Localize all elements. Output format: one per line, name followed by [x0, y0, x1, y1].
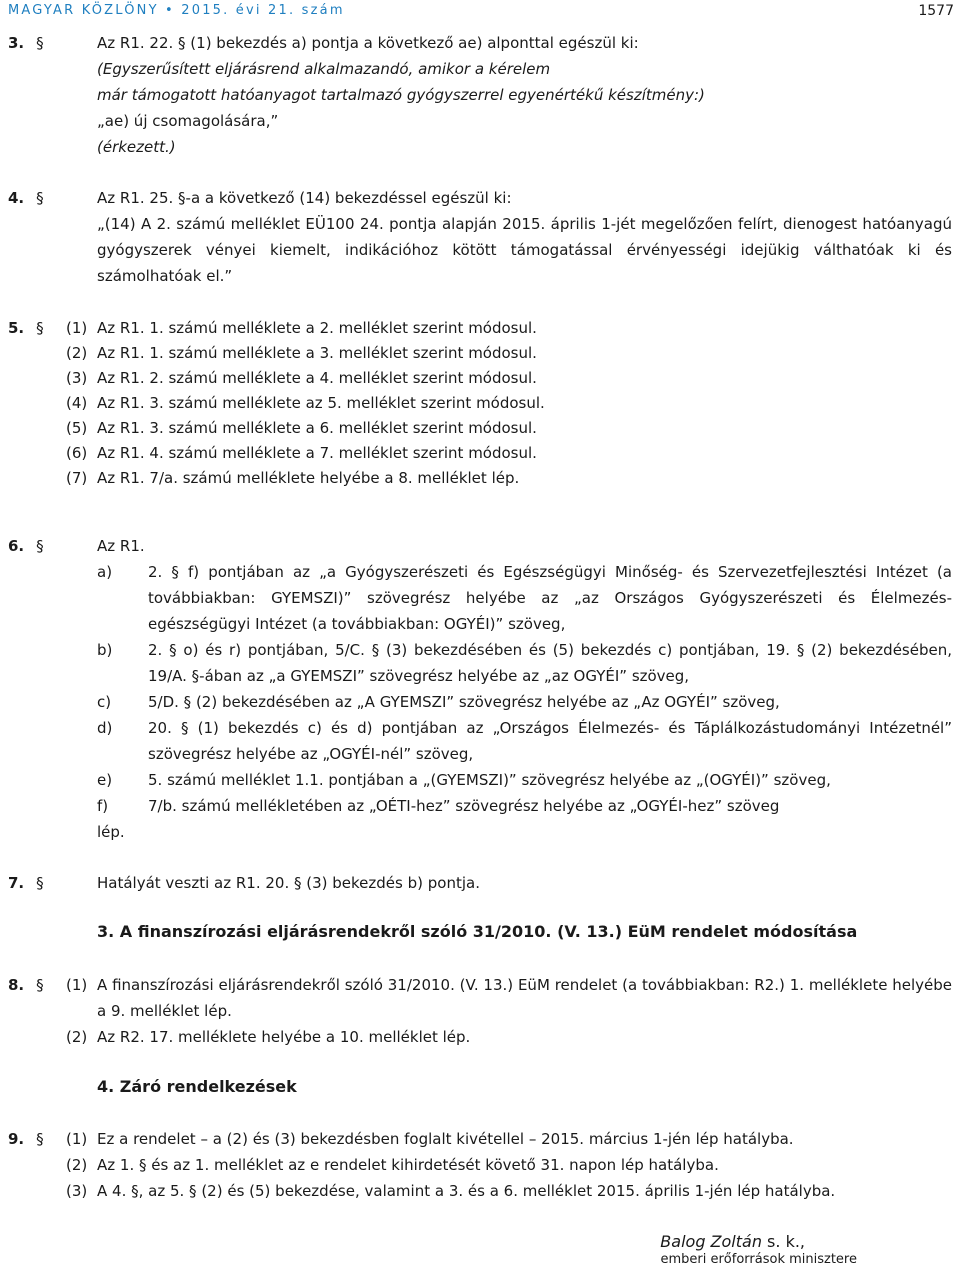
subsection-number: (1)	[66, 976, 88, 994]
subsection-number: (2)	[66, 344, 88, 362]
point-label: a)	[97, 563, 113, 581]
section-8-number: 8. §	[8, 976, 44, 994]
point-text: 20. § (1) bekezdés c) és d) pontjában az „Országos Élelmezés- és Táplálkozástudományi Intézetnél” szövegrész helyébe az „OGYÉI-nél” szöveg,	[148, 719, 952, 763]
section-6-outro: lép.	[97, 823, 125, 841]
subsection-number: (7)	[66, 469, 88, 487]
subsection-text: Az R1. 3. számú melléklete az 5. melléklet szerint módosul.	[97, 394, 545, 412]
subsection-text: Az R2. 17. melléklete helyébe a 10. melléklet lép.	[97, 1028, 471, 1046]
point-label: c)	[97, 693, 112, 711]
signatory-name: Balog Zoltán s. k.,	[660, 1232, 805, 1251]
subsection-text: A 4. §, az 5. § (2) és (5) bekezdése, valamint a 3. és a 6. melléklet 2015. április 1-jén lép hatályba.	[97, 1182, 836, 1200]
point-text: 2. § f) pontjában az „a Gyógyszerészeti és Egészségügyi Minőség- és Szervezetfejlesztési Intézet (a továbbiakban: GYEMSZI)” szövegrész helyébe az „az Országos Gyógyszerészeti és Élelmezés-egészségügyi Intézet (a továbbiakban: OGYÉI)” szöveg,	[148, 563, 952, 633]
subsection-number: (6)	[66, 444, 88, 462]
section-6-intro: Az R1.	[97, 537, 145, 555]
section-3-line1: Az R1. 22. § (1) bekezdés a) pontja a következő ae) alponttal egészül ki:	[97, 34, 639, 52]
section-9-number: 9. §	[8, 1130, 44, 1148]
point-label: e)	[97, 771, 113, 789]
point-label: f)	[97, 797, 109, 815]
point-text: 2. § o) és r) pontjában, 5/C. § (3) bekezdésében és (5) bekezdés c) pontjában, 19. § (2) bekezdésében, 19/A. §-ában az „a GYEMSZI” szövegrész helyébe az „az OGYÉI” szöveg,	[148, 641, 952, 685]
subsection-number: (2)	[66, 1028, 88, 1046]
section-3-line5: (érkezett.)	[97, 138, 176, 156]
subsection-text: Az R1. 2. számú melléklete a 4. melléklet szerint módosul.	[97, 369, 537, 387]
point-text: 7/b. számú mellékletében az „OÉTI-hez” szövegrész helyébe az „OGYÉI-hez” szöveg	[148, 797, 780, 815]
subsection-text: Az R1. 4. számú melléklete a 7. melléklet szerint módosul.	[97, 444, 537, 462]
section-4-paragraph: „(14) A 2. számú melléklet EÜ100 24. pontja alapján 2015. április 1-jét megelőzően felírt, dienogest hatóanyagú gyógyszerek vényei kiemelt, indikációhoz kötött támogatással érvényességi idejükig válthatóak ki és számolhatóak el.”	[97, 215, 952, 285]
subsection-number: (1)	[66, 1130, 88, 1148]
point-text: 5/D. § (2) bekezdésében az „A GYEMSZI” szövegrész helyébe az „Az OGYÉI” szöveg,	[148, 693, 780, 711]
section-4-number: 4. §	[8, 189, 44, 207]
journal-header: MAGYAR KÖZLÖNY • 2015. évi 21. szám	[8, 3, 345, 18]
subsection-text: Az R1. 7/a. számú melléklete helyébe a 8. melléklet lép.	[97, 469, 520, 487]
subsection-number: (1)	[66, 319, 88, 337]
subsection-number: (5)	[66, 419, 88, 437]
subsection-text: Az R1. 1. számú melléklete a 2. melléklet szerint módosul.	[97, 319, 537, 337]
section-3-line3: már támogatott hatóanyagot tartalmazó gyógyszerrel egyenértékű készítmény:)	[97, 86, 705, 104]
subsection-text: Ez a rendelet – a (2) és (3) bekezdésben foglalt kivétellel – 2015. március 1-jén lép hatályba.	[97, 1130, 794, 1148]
subsection-number: (4)	[66, 394, 88, 412]
point-label: b)	[97, 641, 113, 659]
subsection-text: A finanszírozási eljárásrendekről szóló 31/2010. (V. 13.) EüM rendelet (a továbbiakban: R2.) 1. melléklete helyébe a 9. melléklet lép.	[97, 976, 952, 1020]
signatory-title: emberi erőforrások minisztere	[660, 1252, 857, 1267]
subsection-text: Az R1. 3. számú melléklete a 6. melléklet szerint módosul.	[97, 419, 537, 437]
section-7-number: 7. §	[8, 874, 44, 892]
subsection-number: (3)	[66, 1182, 88, 1200]
section-5-number: 5. §	[8, 319, 44, 337]
chapter-3-heading: 3. A finanszírozási eljárásrendekről szóló 31/2010. (V. 13.) EüM rendelet módosítása	[97, 922, 858, 941]
subsection-number: (2)	[66, 1156, 88, 1174]
chapter-4-heading: 4. Záró rendelkezések	[97, 1077, 297, 1096]
page-number: 1577	[918, 3, 954, 19]
section-3-line4: „ae) új csomagolására,”	[97, 112, 279, 130]
point-text: 5. számú melléklet 1.1. pontjában a „(GYEMSZI)” szövegrész helyébe az „(OGYÉI)” szöveg,	[148, 771, 831, 789]
subsection-number: (3)	[66, 369, 88, 387]
section-6-number: 6. §	[8, 537, 44, 555]
section-4-line1: Az R1. 25. §-a a következő (14) bekezdéssel egészül ki:	[97, 189, 512, 207]
subsection-text: Az 1. § és az 1. melléklet az e rendelet kihirdetését követő 31. napon lép hatályba.	[97, 1156, 719, 1174]
section-3-number: 3. §	[8, 34, 44, 52]
point-label: d)	[97, 719, 113, 737]
subsection-text: Az R1. 1. számú melléklete a 3. melléklet szerint módosul.	[97, 344, 537, 362]
section-3-line2: (Egyszerűsített eljárásrend alkalmazandó, amikor a kérelem	[97, 60, 551, 78]
section-7-text: Hatályát veszti az R1. 20. § (3) bekezdés b) pontja.	[97, 874, 480, 892]
